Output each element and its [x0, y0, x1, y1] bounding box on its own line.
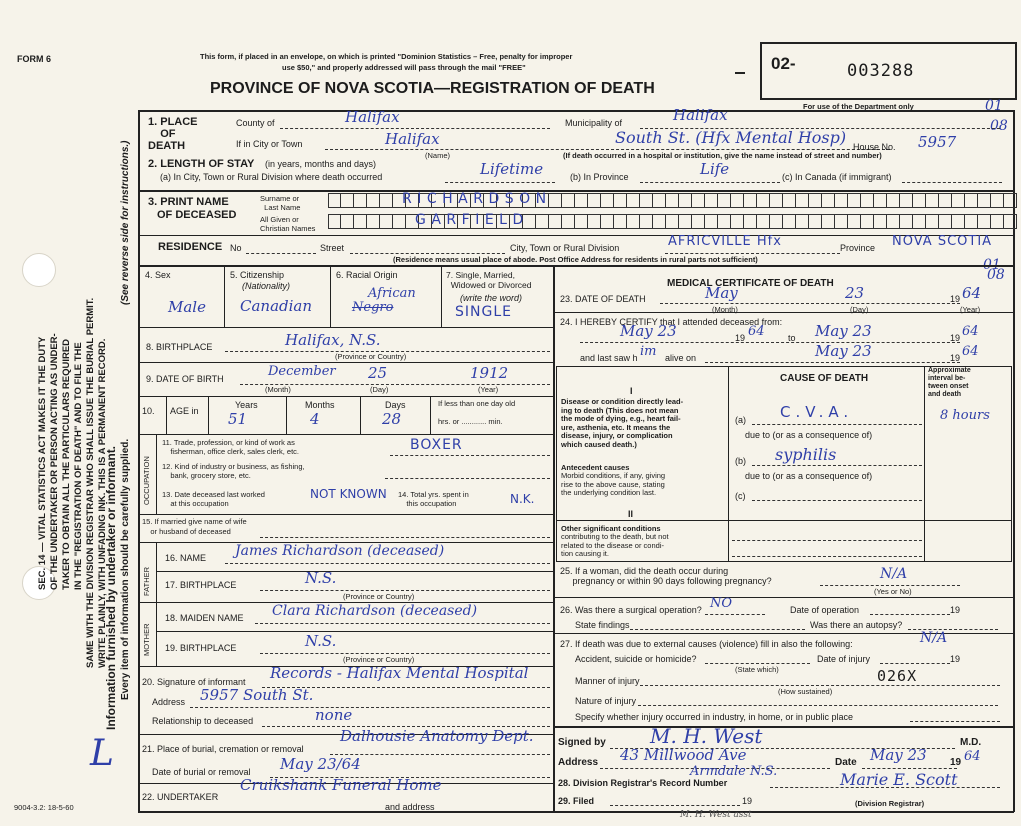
- op-date-label: Date of operation: [790, 605, 860, 615]
- stay-b-value: Life: [700, 160, 730, 178]
- signed-label: Signed by: [558, 737, 606, 748]
- doc-date-value: May 23: [870, 746, 927, 764]
- mother-bp-value: N.S.: [305, 632, 337, 650]
- stay-a-label: (a) In City, Town or Rural Division where death occurred: [160, 172, 383, 182]
- nature-line: [638, 705, 998, 706]
- medical-title: MEDICAL CERTIFICATE OF DEATH: [667, 278, 834, 289]
- which-hint: (State which): [735, 665, 779, 674]
- q25-label: 25. If a woman, did the death occur during pregnancy or within 90 days following pregnancy?: [560, 566, 772, 586]
- citizenship-value: Canadian: [240, 297, 313, 315]
- findings-label: State findings: [575, 620, 630, 630]
- total-value: N.K.: [510, 492, 535, 506]
- last-saw-value: im: [640, 344, 657, 359]
- q26-line: [705, 614, 765, 615]
- city-label: If in City or Town: [236, 139, 303, 149]
- statute-line-5: SAME WITH THE DIVISION REGISTRAR WHO SHALL ISSUE THE BURIAL PERMIT.: [85, 297, 96, 668]
- doc-address-value: 43 Millwood Ave: [620, 746, 747, 764]
- residence-province-label: Province: [840, 243, 876, 253]
- col-4-5: [224, 265, 225, 327]
- nature-label: Nature of injury: [575, 696, 637, 706]
- part-2: II: [628, 509, 634, 519]
- due-to-2: due to (or as a consequence of): [745, 471, 873, 481]
- origin-label: 6. Racial Origin: [336, 270, 398, 280]
- main-left-border: [138, 110, 140, 812]
- dod-day: 23: [845, 284, 865, 302]
- informant-address-value: 5957 South St.: [200, 686, 314, 704]
- section1-bottom: [138, 190, 1014, 192]
- medical-row-23-bottom: [553, 312, 1014, 313]
- center-divider: [553, 265, 555, 812]
- dept-code-3: 01: [983, 257, 1001, 273]
- days-label: Days: [385, 400, 406, 410]
- cert-from-line: [580, 342, 960, 343]
- stay-b-line: [640, 182, 780, 183]
- envelope-note-2: use $50," and properly addressed will pass through the mail "FREE": [282, 63, 526, 72]
- last-saw-line: [705, 362, 960, 363]
- cause-b-line: [752, 465, 922, 466]
- punch-hole-top: [22, 253, 56, 287]
- dept-code-4: 08: [987, 267, 1005, 283]
- married-label: 15. If married give name of wife or husband of deceased: [142, 517, 247, 536]
- row-8-bottom: [138, 362, 554, 363]
- injury-date-line: [880, 663, 950, 664]
- dod-month: May: [705, 284, 738, 302]
- age-lt-one-day: If less than one day old: [438, 399, 516, 408]
- q25-bottom: [553, 597, 1014, 598]
- disease-label: Disease or condition directly lead- ing to death (This does not mean the mode of dying, e.g., heart fail- ure, asthenia, etc. It means the disease, injury, or complication which caused death.): [561, 397, 684, 449]
- other-label: Other significant conditions: [561, 524, 661, 533]
- form-code: 9004-3.2: 18-5-60: [14, 803, 74, 812]
- marital-label: 7. Single, Married, Widowed or Divorced: [446, 270, 532, 290]
- margin-mark: L: [90, 733, 114, 774]
- statute-line-6: WRITE PLAINLY, WITH UNFADING INK. THIS IS A PERMANENT RECORD.: [97, 338, 108, 668]
- marital-hint: (write the word): [460, 293, 523, 303]
- municipality-value: Halifax: [673, 106, 728, 124]
- residence-no-label: No: [230, 243, 242, 253]
- statute-line-2: OF THE UNDERTAKER OR PERSON ACTING AS UNDER-: [49, 333, 60, 590]
- stay-label: 2. LENGTH OF STAY: [148, 158, 255, 170]
- col-6-7: [441, 265, 442, 327]
- age-col-4: [360, 396, 361, 434]
- residence-city-label: City, Town or Rural Division: [510, 243, 620, 253]
- age-label: 10.: [142, 406, 155, 416]
- form-number: FORM 6: [17, 54, 52, 64]
- dob-year-hint: (Year): [478, 385, 499, 394]
- age-col-5: [430, 396, 431, 434]
- cause-title: CAUSE OF DEATH: [780, 373, 869, 384]
- envelope-note-1: This form, if placed in an envelope, on which is printed "Dominion Statistics – Free, penalty for improper: [200, 52, 573, 61]
- mother-divider: [156, 631, 554, 632]
- how-hint: (How sustained): [778, 687, 833, 696]
- hospital-hint: (If death occurred in a hospital or institution, give the name instead of street and number): [563, 151, 882, 160]
- other-hint: contributing to the death, but not related to the disease or condi- tion causing it.: [561, 532, 669, 558]
- q27-value: N/A: [920, 630, 948, 646]
- burial-date-value: May 23/64: [280, 755, 361, 773]
- place-label: 1. PLACE OF DEATH: [148, 116, 198, 152]
- alive-on-label: alive on: [665, 353, 697, 363]
- county-value: Halifax: [345, 108, 400, 126]
- findings-line: [630, 629, 805, 630]
- registration-number: 003288: [847, 61, 915, 81]
- residence-province-value: NOVA SCOTIA: [892, 234, 993, 249]
- manner-label: Manner of injury: [575, 676, 640, 686]
- q25-hint: (Yes or No): [874, 587, 912, 596]
- doc-date-label: Date: [835, 757, 857, 768]
- accident-label: Accident, suicide or homicide?: [575, 654, 697, 664]
- burial-line: [330, 754, 550, 755]
- birthplace-label: 8. BIRTHPLACE: [146, 342, 213, 352]
- last-saw-yr: 64: [962, 344, 979, 359]
- doc-date-19: 19: [950, 757, 962, 768]
- last-saw-date: May 23: [815, 342, 872, 360]
- cert-to-label: to: [788, 333, 796, 343]
- informant-address-line: [190, 707, 550, 708]
- dob-month-hint: (Month): [265, 385, 291, 394]
- informant-sig-label: 20. Signature of informant: [142, 677, 246, 687]
- father-bp-value: N.S.: [305, 569, 337, 587]
- age-days: 28: [382, 410, 402, 428]
- undertaker-address-label: and address: [385, 802, 435, 812]
- city-line: [325, 149, 890, 150]
- father-name-value: James Richardson (deceased): [235, 543, 445, 559]
- residence-street-line: [350, 253, 505, 254]
- dod-year-hint: (Year): [960, 305, 981, 314]
- undertaker-label: 22. UNDERTAKER: [142, 792, 219, 802]
- residence-hint: (Residence means usual place of abode. Post Office Address for residents in rural parts not sufficient): [393, 255, 758, 264]
- bottom-border: [138, 811, 1014, 813]
- stay-hint: (in years, months and days): [265, 159, 377, 169]
- dept-code-2: 08: [990, 118, 1008, 134]
- bottom-signature-note: M. H. West asst: [680, 810, 752, 820]
- residence-street-label: Street: [320, 243, 345, 253]
- last-worked-label: 13. Date deceased last worked at this occupation: [162, 490, 265, 508]
- dod-year-prefix: 19: [950, 294, 961, 304]
- relationship-value: none: [315, 706, 353, 724]
- father-bp-label: 17. BIRTHPLACE: [165, 580, 237, 590]
- cert-to-19: 19: [950, 333, 961, 343]
- city-name-hint: (Name): [425, 151, 451, 160]
- informant-address-label: Address: [152, 697, 186, 707]
- see-reverse-note: (See reverse side for instructions.): [120, 140, 131, 305]
- months-label: Months: [305, 400, 335, 410]
- mother-bp-label: 19. BIRTHPLACE: [165, 643, 237, 653]
- age-col-1: [166, 396, 167, 434]
- father-bp-line: [260, 590, 550, 591]
- industry-line: [385, 478, 550, 479]
- father-name-line: [225, 563, 550, 564]
- op-date-line: [870, 614, 950, 615]
- burial-value: Dalhousie Anatomy Dept.: [340, 727, 534, 745]
- filed-19: 19: [742, 796, 753, 806]
- years-label: Years: [235, 400, 258, 410]
- given-value: GARFIELD: [415, 212, 529, 228]
- occupation-side-line: [156, 434, 157, 514]
- informant-sig-value: Records - Halifax Mental Hospital: [270, 664, 529, 682]
- other-line-1: [732, 540, 922, 541]
- antecedent-hint: Morbid conditions, if any, giving rise to the above cause, stating the underlying condition last.: [561, 471, 666, 497]
- accident-line: [705, 663, 810, 664]
- row-14-bottom: [138, 514, 554, 515]
- info-note: Information furnished by undertaker or informant.: [104, 445, 118, 730]
- cause-b-label: (b): [735, 456, 746, 466]
- part-1: I: [630, 386, 633, 396]
- father-side-label: FATHER: [142, 566, 151, 596]
- county-label: County of: [236, 118, 275, 128]
- q26-value: NO: [710, 596, 733, 611]
- industry-label: 12. Kind of industry or business, as fishing, bank, grocery store, etc.: [162, 462, 305, 480]
- doc-area-value: Armdale N.S.: [690, 764, 778, 779]
- dept-code-1: 01: [985, 98, 1003, 114]
- father-bp-hint: (Province or Country): [343, 592, 415, 601]
- doc-date-yr: 64: [964, 749, 981, 764]
- dob-label: 9. DATE OF BIRTH: [146, 374, 224, 384]
- name-label-1: 3. PRINT NAME: [148, 196, 229, 208]
- stay-c-label: (c) In Canada (if immigrant): [782, 172, 892, 182]
- city-value: Halifax: [385, 130, 440, 148]
- doc-date-line: [862, 768, 957, 769]
- burial-date-label: Date of burial or removal: [152, 767, 251, 777]
- name-bottom: [138, 235, 1014, 236]
- signed-value: M. H. West: [650, 724, 763, 748]
- stay-a-value: Lifetime: [480, 160, 544, 178]
- mother-bp-hint: (Province or Country): [343, 655, 415, 664]
- q27-bottom: [553, 726, 1014, 728]
- given-label: All Given or Christian Names: [260, 215, 316, 233]
- antecedent-label: Antecedent causes: [561, 463, 630, 472]
- registration-prefix: 02-: [771, 54, 796, 73]
- md-label: M.D.: [960, 737, 982, 748]
- dod-month-hint: (Month): [712, 305, 738, 314]
- cause-divider-right: [924, 366, 925, 562]
- mother-name-line: [255, 623, 550, 624]
- specify-line: [910, 721, 1000, 722]
- interval-label: Approximate interval be- tween onset and death: [928, 367, 971, 398]
- occupation-side-label: OCCUPATION: [142, 456, 151, 505]
- dash-mark: [735, 72, 745, 74]
- sex-label: 4. Sex: [145, 270, 171, 280]
- row-10-bottom: [138, 434, 554, 435]
- total-label: 14. Total yrs. spent in this occupation: [398, 490, 469, 508]
- birthplace-hint: (Province or Country): [335, 352, 407, 361]
- house-label: House No.: [853, 142, 896, 152]
- manner-line: [640, 685, 1000, 686]
- stay-c-line: [902, 182, 1002, 183]
- q28-label: 28. Division Registrar's Record Number: [558, 778, 728, 788]
- married-line: [260, 537, 550, 538]
- street-value: South St. (Hfx Mental Hosp): [615, 128, 847, 147]
- specify-label: Specify whether injury occurred in industry, in home, or in public place: [575, 712, 853, 722]
- stay-a-line: [445, 182, 555, 183]
- house-value: 5957: [918, 133, 957, 151]
- dob-day: 25: [368, 364, 388, 382]
- mother-name-value: Clara Richardson (deceased): [272, 603, 478, 619]
- residence-city-value: AFRICVILLE Hfx: [668, 234, 782, 249]
- name-label-2: OF DECEASED: [157, 209, 237, 221]
- father-name-label: 16. NAME: [165, 553, 207, 563]
- cause-c-label: (c): [735, 491, 746, 501]
- op-date-19: 19: [950, 605, 961, 615]
- q25-line: [820, 585, 960, 586]
- age-months: 4: [310, 410, 320, 428]
- sex-value: Male: [168, 298, 206, 316]
- mother-name-label: 18. MAIDEN NAME: [165, 613, 244, 623]
- cause-a-value: C.V.A.: [780, 403, 854, 421]
- residence-no-line: [246, 253, 316, 254]
- col-5-6: [330, 265, 331, 327]
- every-item-note: Every item of information should be carefully supplied.: [120, 438, 131, 700]
- cause-b-value: syphilis: [775, 445, 837, 464]
- cert-from: May 23: [620, 322, 677, 340]
- autopsy-label: Was there an autopsy?: [810, 620, 903, 630]
- residence-city-line: [665, 253, 840, 254]
- dob-month: December: [268, 364, 336, 379]
- doc-address-label: Address: [558, 757, 599, 768]
- q29-line: [610, 805, 740, 806]
- form-title: PROVINCE OF NOVA SCOTIA—REGISTRATION OF DEATH: [210, 80, 655, 97]
- dod-day-hint: (Day): [850, 305, 869, 314]
- last-saw-19: 19: [950, 353, 961, 363]
- last-saw-label: and last saw h: [580, 353, 638, 363]
- injury-date-label: Date of injury: [817, 654, 871, 664]
- dod-line: [660, 303, 960, 304]
- cert-label: 24. I HEREBY CERTIFY that I attended deceased from:: [560, 317, 783, 327]
- municipality-label: Municipality of: [565, 118, 623, 128]
- undertaker-value: Cruikshank Funeral Home: [240, 776, 442, 794]
- birthplace-value: Halifax, N.S.: [285, 331, 381, 349]
- statute-line-4: IN THE "REGISTRATION OF DEATH" AND TO FILE THE: [73, 342, 84, 590]
- cause-c-line: [752, 500, 922, 501]
- surname-value: RICHARDSON: [402, 191, 552, 207]
- residence-label: RESIDENCE: [158, 241, 223, 253]
- top-border: [138, 110, 1014, 112]
- dept-use-label: For use of the Department only: [803, 102, 914, 111]
- mother-bp-line: [260, 653, 550, 654]
- due-to-1: due to (or as a consequence of): [745, 430, 873, 440]
- citizenship-label: 5. Citizenship: [230, 270, 285, 280]
- dob-day-hint: (Day): [370, 385, 389, 394]
- stay-b-label: (b) In Province: [570, 172, 629, 182]
- marital-value: SINGLE: [455, 304, 512, 320]
- q25-value: N/A: [880, 566, 908, 582]
- citizenship-hint: (Nationality): [242, 281, 291, 291]
- relationship-label: Relationship to deceased: [152, 716, 254, 726]
- origin-value: African: [368, 286, 416, 301]
- other-line-2: [732, 556, 922, 557]
- trade-label: 11. Trade, profession, or kind of work as fisherman, office clerk, sales clerk, etc.: [162, 438, 299, 456]
- cause-divider-left: [728, 366, 729, 562]
- parents-side-line: [156, 542, 157, 666]
- cause-part-divider: [556, 520, 1012, 521]
- q27-label: 27. If death was due to external causes (violence) fill in also the following:: [560, 639, 853, 649]
- row-7-bottom: [138, 327, 554, 328]
- dob-year: 1912: [470, 364, 509, 382]
- statute-line-1: SEC. 14 — VITAL STATISTICS ACT MAKES IT THE DUTY: [37, 336, 48, 590]
- cause-a-line: [752, 424, 922, 425]
- q29-label: 29. Filed: [558, 796, 595, 806]
- age-hrs-min: hrs. or ............ min.: [438, 417, 503, 426]
- registrar-value: Marie E. Scott: [840, 770, 958, 789]
- manner-code: 026X: [877, 667, 918, 685]
- injury-date-19: 19: [950, 654, 961, 664]
- county-line: [280, 128, 550, 129]
- dod-label: 23. DATE OF DEATH: [560, 294, 646, 304]
- cause-a-label: (a): [735, 415, 746, 425]
- age-col-2: [208, 396, 209, 434]
- interval-a-value: 8 hours: [940, 408, 990, 423]
- mother-side-label: MOTHER: [142, 623, 151, 656]
- statute-line-3: TAKER TO OBTAIN ALL THE PARTICULARS REQUIRED: [61, 338, 72, 590]
- trade-value: BOXER: [410, 437, 463, 453]
- residence-bottom: [138, 265, 1014, 267]
- surname-label: Surname or Last Name: [260, 194, 301, 212]
- age-years: 51: [228, 410, 248, 428]
- origin-struck: Negro: [352, 300, 394, 315]
- age-in-label: AGE in: [170, 406, 199, 416]
- father-divider: [156, 571, 554, 572]
- dod-year: 64: [962, 284, 982, 302]
- cert-from-19: 19: [735, 333, 746, 343]
- burial-label: 21. Place of burial, cremation or removal: [142, 744, 304, 754]
- age-col-3: [286, 396, 287, 434]
- row-9-bottom: [138, 396, 554, 397]
- last-worked-value: NOT KNOWN: [310, 487, 387, 501]
- cert-from-yr: 64: [748, 324, 765, 339]
- trade-line: [390, 455, 550, 456]
- cert-to: May 23: [815, 322, 872, 340]
- registrar-hint: (Division Registrar): [855, 799, 925, 808]
- q26-label: 26. Was there a surgical operation?: [560, 605, 702, 615]
- cert-to-yr: 64: [962, 324, 979, 339]
